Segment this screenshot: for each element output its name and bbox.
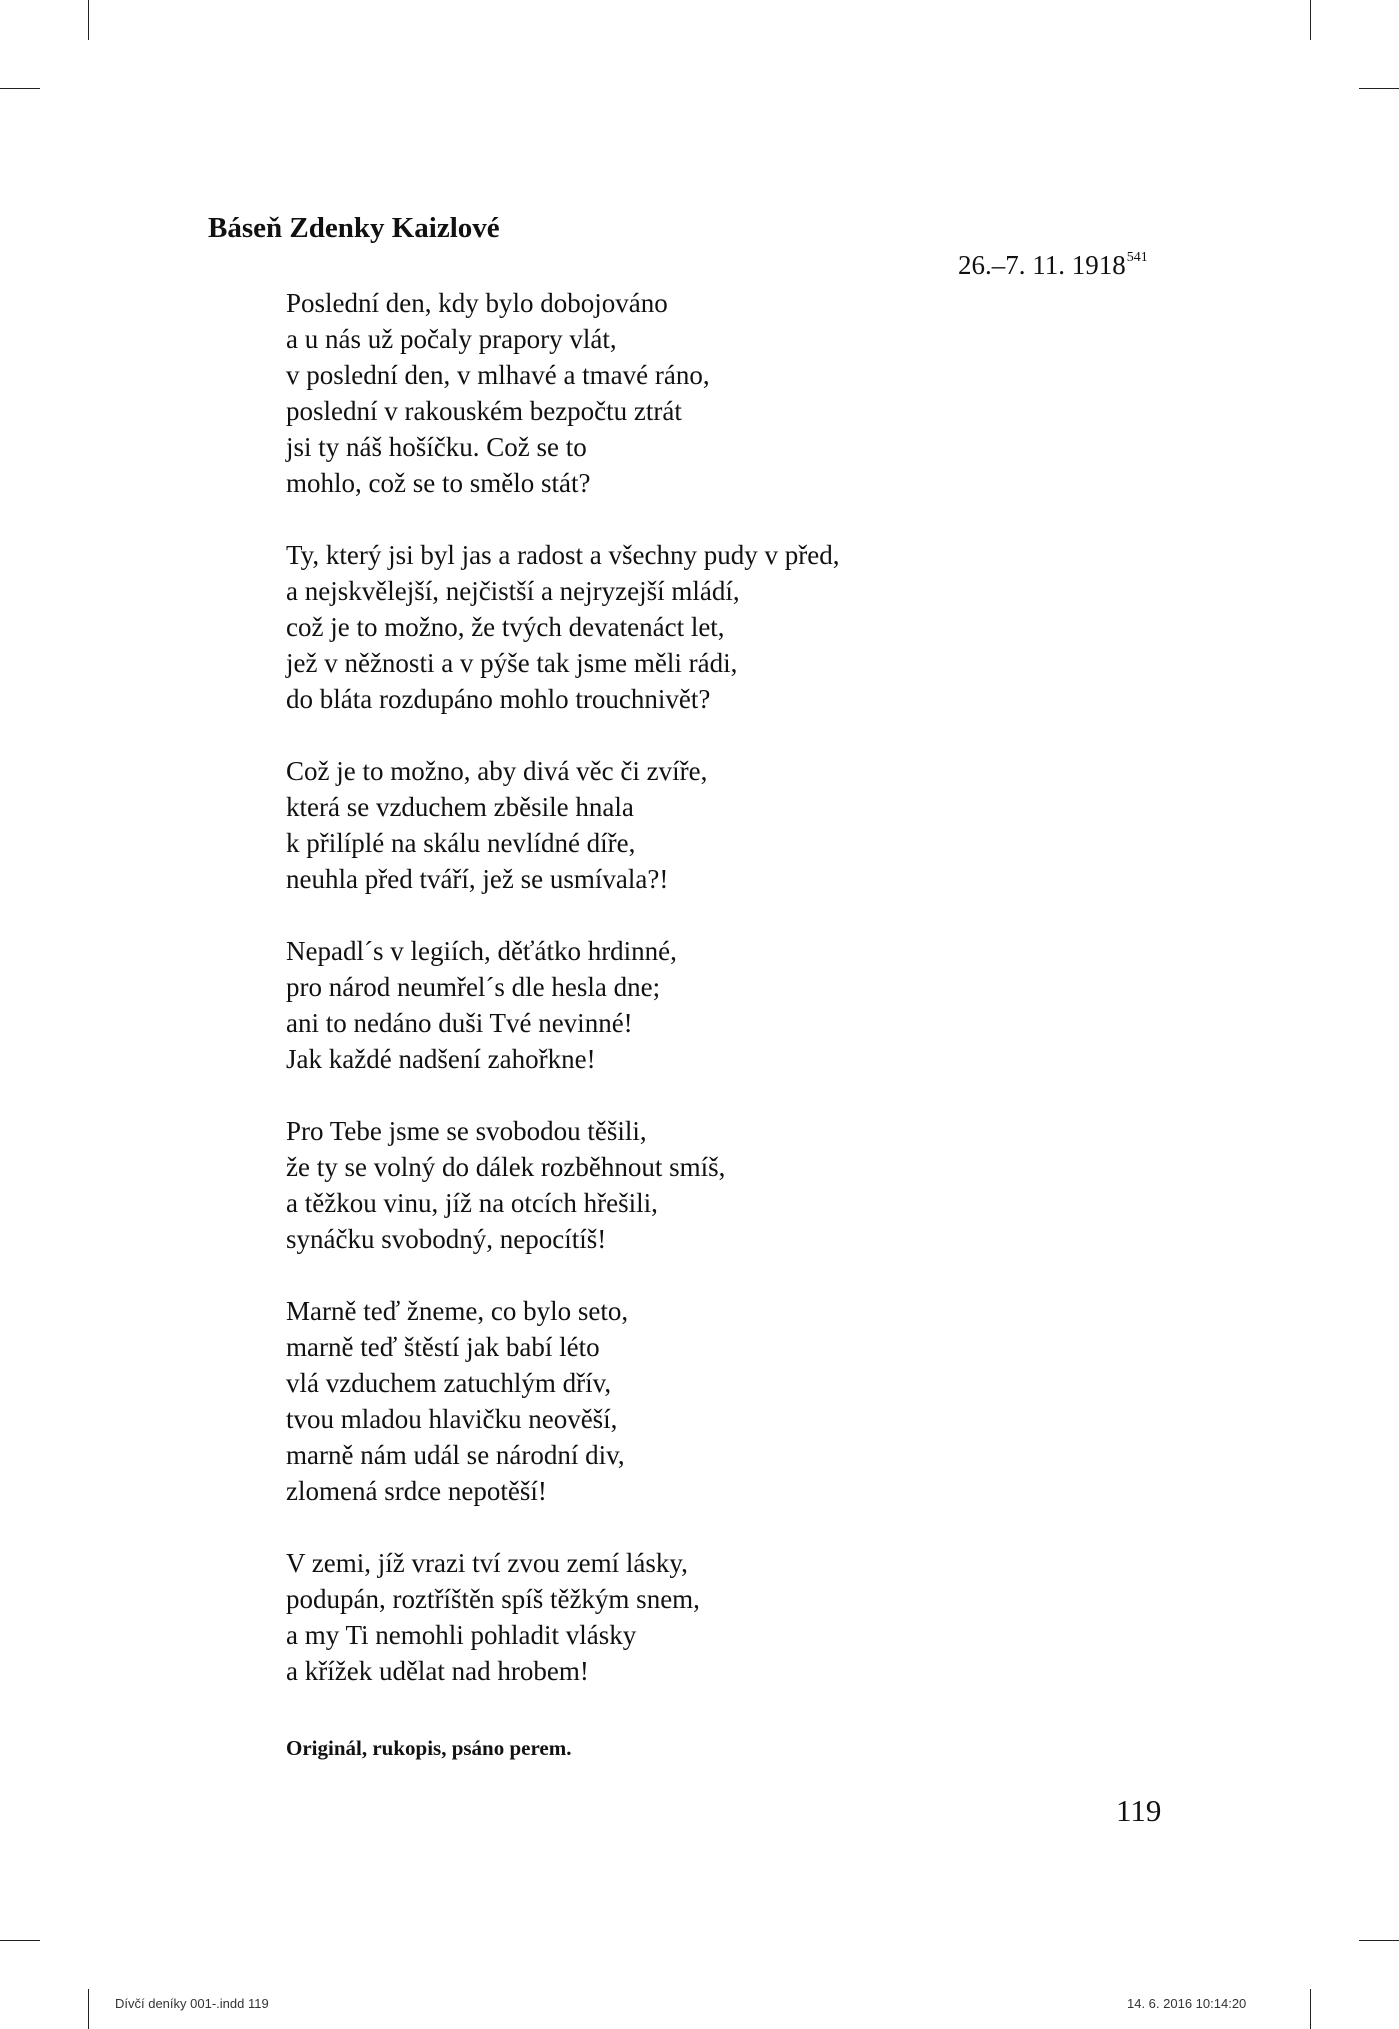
stanza [286,537,840,717]
stanza [286,753,840,897]
print-slug-left: Dívčí deníky 001-.indd 119 [115,1996,269,2011]
crop-mark-top-left [88,0,89,40]
poem-line: Což je to možno, aby divá věc či zvíře, [286,756,708,786]
poem-line: a my Ti nemohli pohladit vlásky [286,1620,637,1650]
poem-line: Jak každé nadšení zahořkne! [286,1044,596,1074]
poem-line: Poslední den, kdy bylo dobojováno [286,288,668,318]
poem-date [958,250,1148,281]
poem-line: a nejskvělejší, nejčistší a nejryzejší mládí, [286,576,740,606]
poem-line: do bláta rozdupáno mohlo trouchnivět? [286,684,711,714]
poem-line: synáčku svobodný, nepocítíš! [286,1224,607,1254]
poem-line: mohlo, což se to smělo stát? [286,468,591,498]
poem-line: Marně teď žneme, co bylo seto, [286,1296,629,1326]
poem-line: Pro Tebe jsme se svobodou těšili, [286,1116,647,1146]
source-note: Originál, rukopis, psáno perem. [286,1736,572,1760]
poem-line: marně nám udál se národní div, [286,1440,625,1470]
crop-mark-bottom-left [88,1989,89,2029]
poem-line: což je to možno, že tvých devatenáct let, [286,612,725,642]
crop-mark-right-top [1359,88,1399,89]
poem-line: zlomená srdce nepotěší! [286,1476,547,1506]
stanza [286,285,840,501]
stanza [286,1113,840,1257]
poem-line: ani to nedáno duši Tvé nevinné! [286,1008,633,1038]
poem-line: Ty, který jsi byl jas a radost a všechny pudy v před, [286,540,840,570]
poem-line: v poslední den, v mlhavé a tmavé ráno, [286,360,710,390]
poem-line: k přilíplé na skálu nevlídné díře, [286,828,636,858]
stanza [286,933,840,1077]
stanza [286,1293,840,1509]
poem-line: poslední v rakouském bezpočtu ztrát [286,396,682,426]
poem-line: že ty se volný do dálek rozběhnout smíš, [286,1152,726,1182]
footnote-reference[interactable]: 541 [1126,250,1148,265]
crop-mark-left-top [0,88,40,89]
poem-title: Báseň Zdenky Kaizlové [208,212,500,244]
stanza [286,1545,840,1689]
poem-line: V zemi, jíž vrazi tví zvou zemí lásky, [286,1548,688,1578]
poem-line: podupán, roztříštěn spíš těžkým snem, [286,1584,700,1614]
poem-line: jež v něžnosti a v pýše tak jsme měli rádi, [286,648,738,678]
poem-line: tvou mladou hlavičku neověší, [286,1404,618,1434]
date-text: 26.–7. 11. 1918 [958,250,1126,280]
poem-line: vlá vzduchem zatuchlým dřív, [286,1368,612,1398]
crop-mark-right-bottom [1359,1940,1399,1941]
poem-line: která se vzduchem zběsile hnala [286,792,634,822]
print-slug-right: 14. 6. 2016 10:14:20 [1127,1996,1247,2011]
poem-line: a u nás už počaly prapory vlát, [286,324,617,354]
poem-line: Nepadl´s v legiích, děťátko hrdinné, [286,936,677,966]
crop-mark-top-right [1310,0,1311,40]
poem-line: jsi ty náš hošíčku. Což se to [286,432,587,462]
poem-line: neuhla před tváří, jež se usmívala?! [286,864,669,894]
poem-line: a křížek udělat nad hrobem! [286,1656,589,1686]
crop-mark-bottom-right [1310,1989,1311,2029]
page-number: 119 [1116,1793,1162,1828]
poem-line: a těžkou vinu, jíž na otcích hřešili, [286,1188,658,1218]
poem-line: marně teď štěstí jak babí léto [286,1332,600,1362]
crop-mark-left-bottom [0,1940,40,1941]
poem-body [286,285,840,1689]
poem-line: pro národ neumřel´s dle hesla dne; [286,972,661,1002]
